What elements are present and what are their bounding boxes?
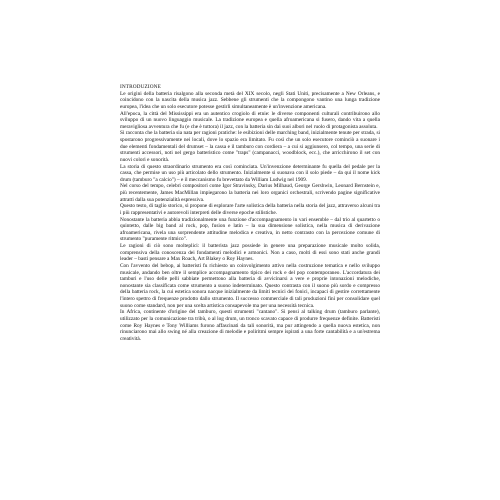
paragraph-solo-dimension: Nonostante la batteria abbia tradizionalmente una funzione d'accompagnamento in vari ensemble – dal trio al quartetto o quintetto, dalle big band al rock, pop, fusion e latin – la sua dimensione solistica, nella musica di derivazione afroamericana, rivela una sorprendente attitudine melodica e creativa, in netto contrasto con la percezione comune di strumento "puramente ritmico". <box>120 216 380 243</box>
paragraph-origins: Le origini della batteria risalgono alla seconda metà del XIX secolo, negli Stati Uniti, precisamente a New Orleans, e coincidono con la nascita della musica jazz. Sebbene gli strumenti che la compongono vantino una lunga tradizione europea, l'idea che un solo esecutore potesse gestirli simultaneamente è un'invenzione americana. <box>120 90 380 110</box>
paragraph-composers: Nel corso del tempo, celebri compositori come Igor Stravinsky, Darius Milhaud, George Gershwin, Leonard Bernstein e, più recentemente, James MacMillan impiegarono la batteria nei loro organici orchestrali, scrivendo pagine significative attratti dalla sua potenzialità espressiva. <box>120 183 380 203</box>
paragraph-reasons: Le ragioni di ciò sono molteplici: il batterista jazz possiede in genere una preparazione musicale molto solida, comprensiva della conoscenza dei fondamenti melodici e armonici. Non a caso, molti di essi sono stati anche grandi leader – basti pensare a Max Roach, Art Blakey o Roy Haynes. <box>120 243 380 263</box>
paragraph-marching-bands: Si racconta che la batteria sia nata per ragioni pratiche: le esibizioni delle marching band, inizialmente tenute per strada, si spostarono progressivamente nei locali, dove lo spazio era limitato. Fu così che un solo esecutore cominciò a suonare i due elementi fondamentali del drumset – la cassa e il tamburo con cordiera – a cui si aggiunsero, col tempo, una serie di strumenti accessori, noti nel gergo batteristico come "traps" (campanacci, woodblock, ecc.), che arricchirono il set con nuovi colori e sonorità. <box>120 130 380 163</box>
document-heading: INTRODUZIONE <box>120 84 161 90</box>
document-page <box>120 84 380 464</box>
paragraph-bass-pedal: La storia di questo straordinario strumento era così cominciata. Un'invenzione determinante fu quella del pedale per la cassa, che permise un uso più articolato dello strumento. Inizialmente si suonava con il solo piede – da qui il nome kick drum (tamburo "a calcio") – e il meccanismo fu brevettato da William Ludwig nel 1909. <box>120 163 380 183</box>
paragraph-new-orleans: All'epoca, la città del Mississippi era un autentico crogiolo di etnie: le diverse componenti culturali contribuirono allo sviluppo di un nuovo linguaggio musicale. La tradizione europea e quella afroamericana si fusero, dando vita a quella meravigliosa avventura che fu (e che è tuttora) il jazz, con la batteria sin dai suoi albori nel ruolo di protagonista assoluta. <box>120 110 380 130</box>
paragraph-africa: In Africa, continente d'origine del tamburo, questi strumenti "cantano". Si pensi al talking drum (tamburo parlante), utilizzato per la comunicazione tra tribù, o al log drum, un tronco scavato capace di produrre frequenze definite. Batteristi come Roy Haynes e Tony Williams furono affascinati da tali sonorità, ma pur attingendo a quella nuova estetica, non rinunciarono mai allo swing né alla creazione di melodie e poliritmi sempre ispirati a una forte cantabilità e a un'estrema creatività. <box>120 309 380 342</box>
paragraph-bebop: Con l'avvento del bebop, ai batteristi fu richiesto un coinvolgimento attivo nella costruzione tematica e nello sviluppo musicale, andando ben oltre il semplice accompagnamento tipico dei rock e del pop contemporaneo. L'accordatura dei tamburi e l'uso delle pelli sabbiate permettono alla batteria di avvicinarsi a vere e proprie intonazioni melodiche, nonostante sia classificata come strumento a suono indeterminato. Questo contrasta con il suono più sordo e compresso della batteria rock, la cui estetica sonora nacque inizialmente da limiti tecnici dei fonici, incapaci di gestire correttamente l'intero spettro di frequenze prodotto dallo strumento. Il successo commerciale di tali produzioni finì per consolidare quel suono come standard, non per una scelta artistica consapevole ma per una necessità tecnica. <box>120 262 380 309</box>
paragraph-purpose: Questo testo, di taglio storico, si propone di esplorare l'arte solistica della batteria nella storia del jazz, attraverso alcuni tra i più rappresentativi e autorevoli interpreti delle diverse epoche stilistiche. <box>120 203 380 216</box>
